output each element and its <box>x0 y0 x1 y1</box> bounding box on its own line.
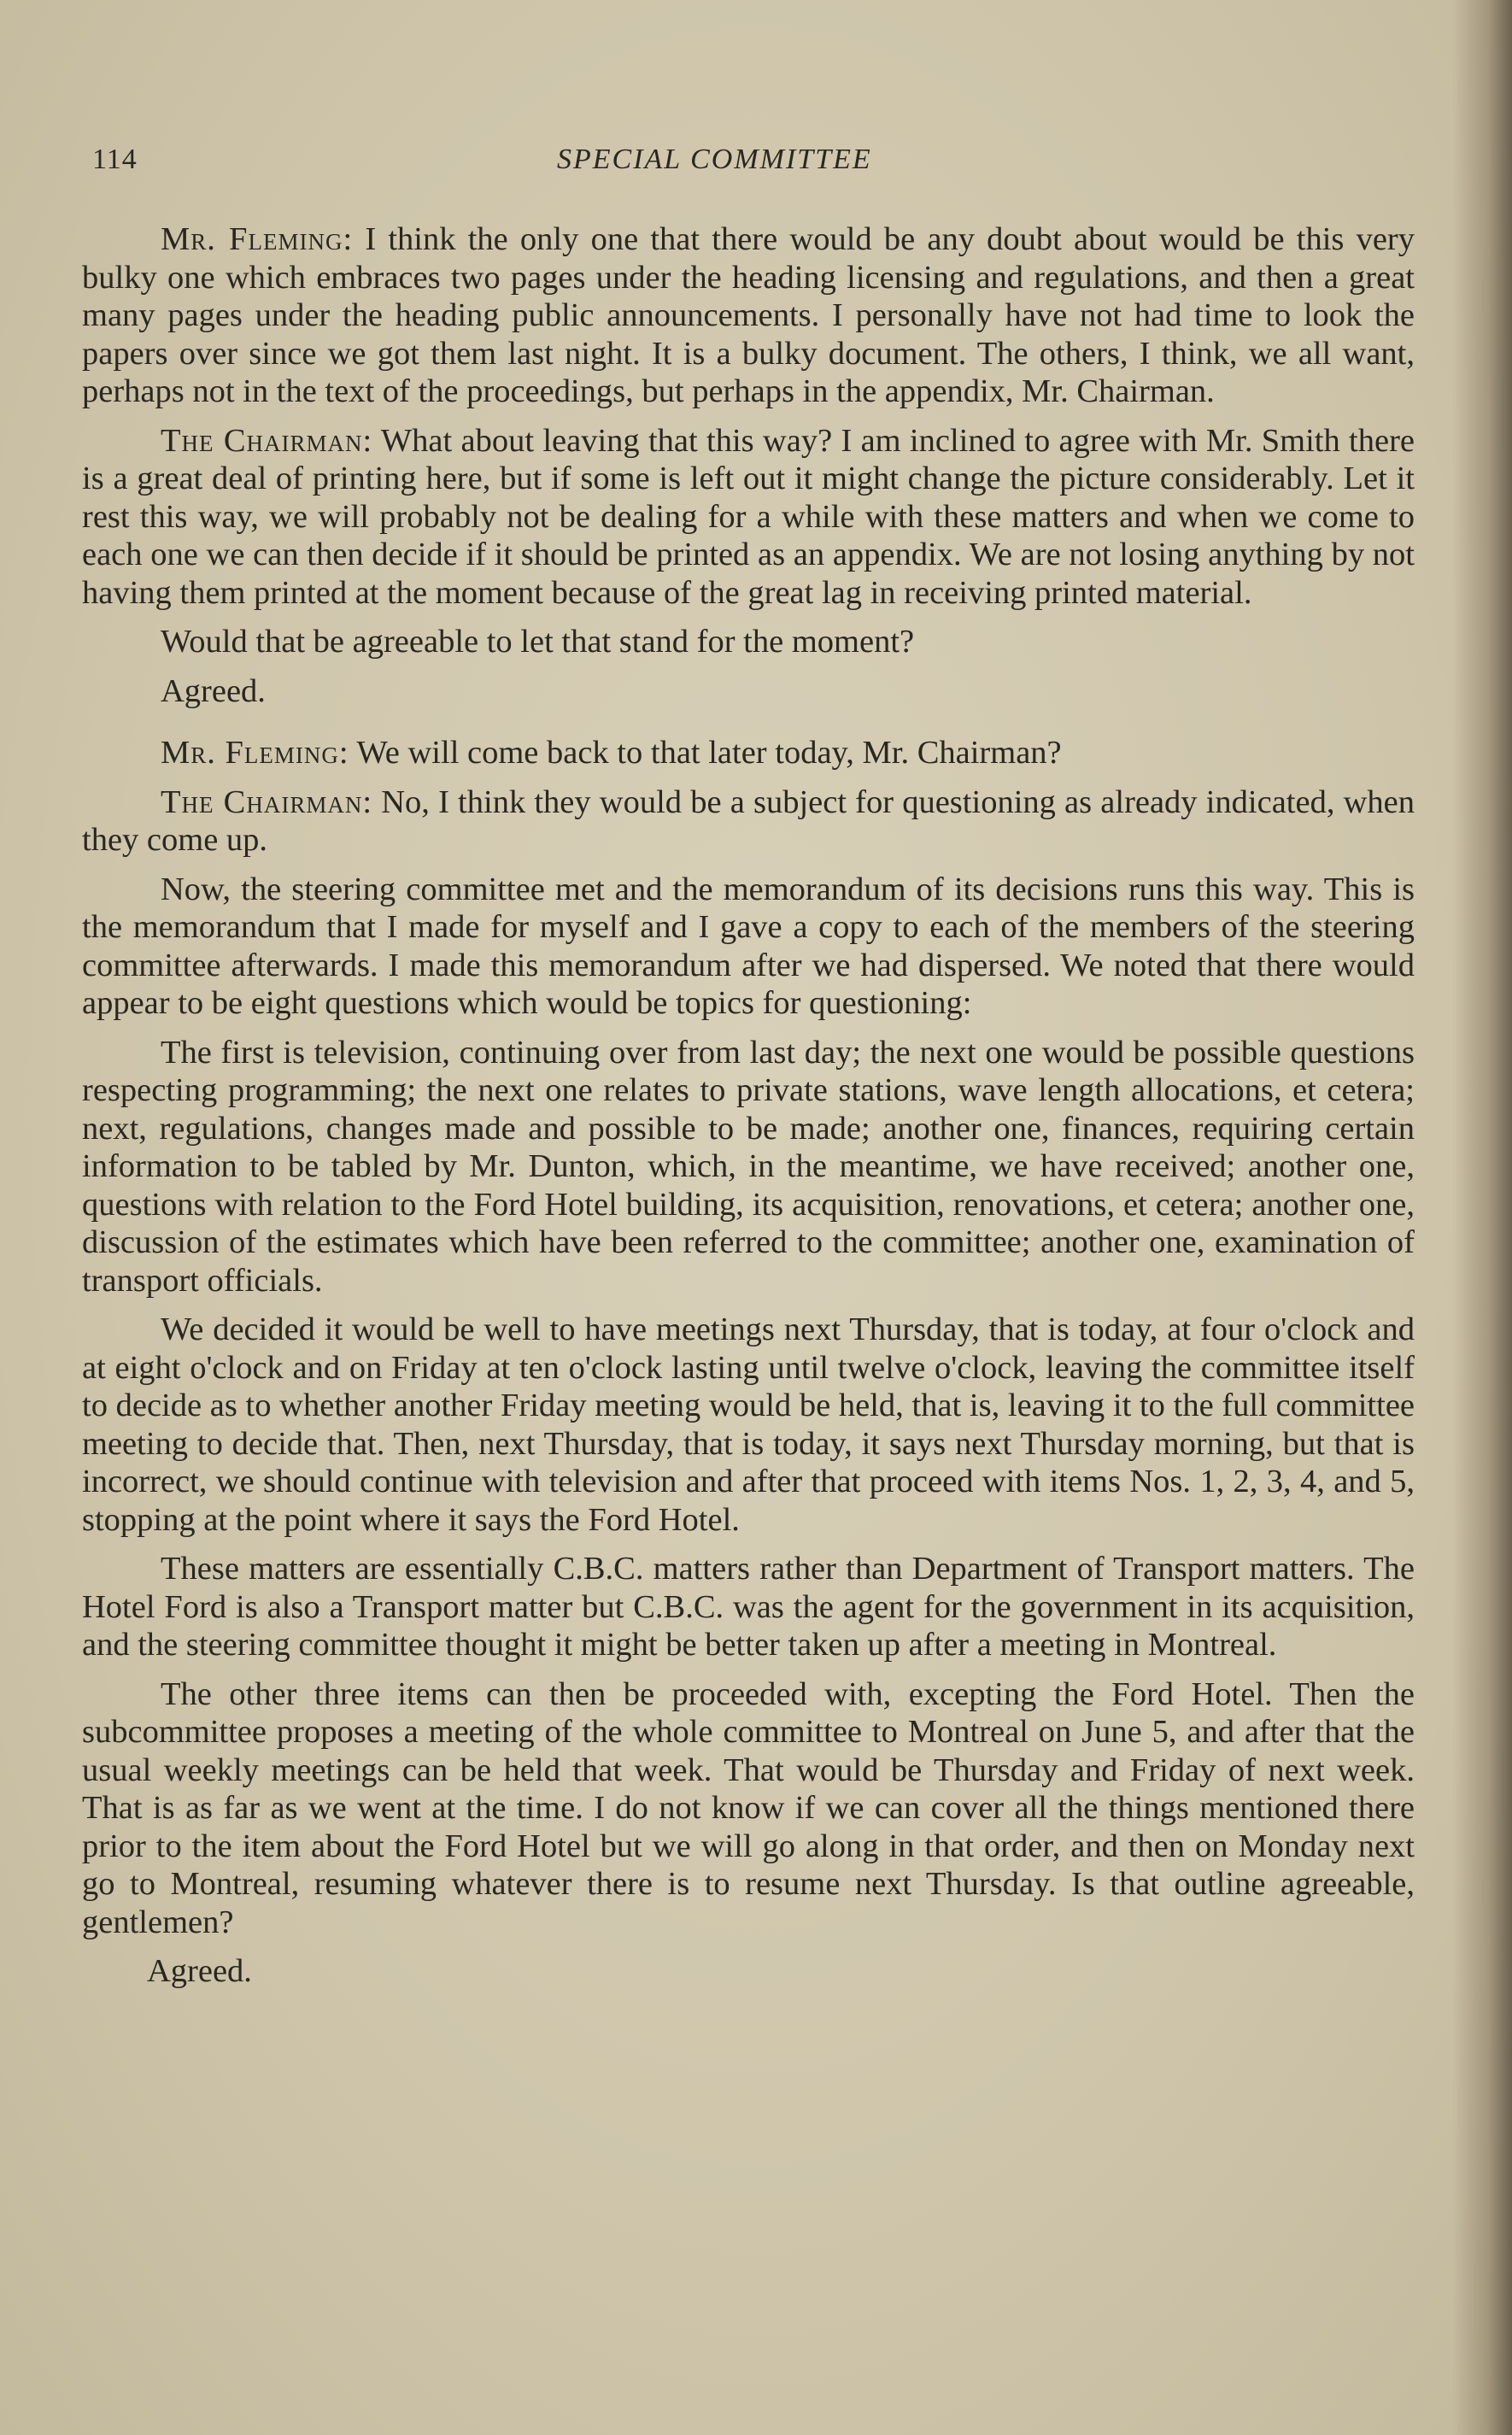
paragraph <box>82 734 1415 772</box>
paragraph-text: What about leaving that this way? I am inclined to agree with Mr. Smith there is a great deal of printing here, but if some is left out it might change the picture considerably. Let it rest this way, we will probably not be dealing for a while with these matters and when we come to each one we can then decide if it should be printed as an appendix. We are not losing anything by not having them printed at the moment because of the great lag in receiving printed material. <box>82 422 1415 611</box>
page-edge-shadow <box>1452 0 1512 2435</box>
paragraph-text: I think the only one that there would be any doubt about would be this very bulky one which embraces two pages under the heading licensing and regulations, and then a great many pages under the heading public announcements. I personally have not had time to look the papers over since we got them last night. It is a bulky document. The others, I think, we all want, perhaps not in the text of the proceedings, but perhaps in the appendix, Mr. Chairman. <box>82 221 1415 409</box>
paragraph-text: We will come back to that later today, Mr. Chairman? <box>349 735 1062 771</box>
paragraph-text: We decided it would be well to have meetings next Thursday, that is today, at four o'clock and at eight o'clock and on Friday at ten o'clock lasting until twelve o'clock, leaving the committee itself to decide as to whether another Friday meeting would be held, that is, leaving it to the full committee meeting to decide that. Then, next Thursday, that is today, it says next Thursday morning, but that is incorrect, we should continue with television and after that proceed with items Nos. 1, 2, 3, 4, and 5, stopping at the point where it says the Ford Hotel. <box>82 1311 1415 1538</box>
paragraph-text: Now, the steering committee met and the memorandum of its decisions runs this way. This is the memorandum that I made for myself and I gave a copy to each of the members of the steering committee afterwards. I made this memorandum after we had dispersed. We noted that there would appear to be eight questions which would be topics for questioning: <box>82 871 1415 1021</box>
running-head: SPECIAL COMMITTEE <box>557 144 872 175</box>
paragraph <box>82 672 1415 711</box>
paragraph-text: Agreed. <box>161 672 266 709</box>
paragraph-text: No, I think they would be a subject for questioning as already indicated, when they come up. <box>82 783 1415 858</box>
paragraph <box>82 1550 1415 1664</box>
paragraph <box>82 871 1415 1023</box>
paragraph-text: Would that be agreeable to let that stand for the moment? <box>161 624 915 660</box>
page-number: 114 <box>92 144 138 175</box>
paragraph <box>82 783 1415 860</box>
paragraph <box>82 623 1415 661</box>
paragraph <box>82 1034 1415 1300</box>
page-header <box>85 144 940 186</box>
paragraph <box>82 1311 1415 1539</box>
paragraph-text: The other three items can then be proceeded with, excepting the Ford Hotel. Then the subcommittee proposes a meeting of the whole committee to Montreal on June 5, and after that the usual weekly meetings can be held that week. That would be Thursday and Friday of next week. That is as far as we went at the time. I do not know if we can cover all the things mentioned there prior to the item about the Ford Hotel but we will go along in that order, and then on Monday next go to Montreal, resuming whatever there is to resume next Thursday. Is that outline agreeable, gentlemen? <box>82 1675 1415 1940</box>
speaker-name: Mr. Fleming: <box>161 221 354 257</box>
paragraph-text: The first is television, continuing over from last day; the next one would be possible questions respecting programming; the next one relates to private stations, wave length allocations, et cetera; next, regulations, changes made and possible to be made; another one, finances, requiring certain information to be tabled by Mr. Dunton, which, in the meantime, we have received; another one, questions with relation to the Ford Hotel building, its acquisition, renovations, et cetera; another one, discussion of the estimates which have been referred to the committee; another one, examination of transport officials. <box>82 1034 1415 1299</box>
paragraph-text: Agreed. <box>147 1953 252 1989</box>
body-text <box>82 220 1415 2002</box>
speaker-name: The Chairman: <box>161 422 373 459</box>
paragraph <box>82 1675 1415 1942</box>
paragraph <box>82 1952 1415 1991</box>
paragraph <box>82 220 1415 411</box>
paragraph-text: These matters are essentially C.B.C. matters rather than Department of Transport matters. The Hotel Ford is also a Transport matter but C.B.C. was the agent for the government in its acquisition, and the steering committee thought it might be better taken up after a meeting in Montreal. <box>82 1551 1415 1663</box>
speaker-name: Mr. Fleming: <box>161 735 349 771</box>
speaker-name: The Chairman: <box>161 783 373 820</box>
paragraph <box>82 422 1415 613</box>
